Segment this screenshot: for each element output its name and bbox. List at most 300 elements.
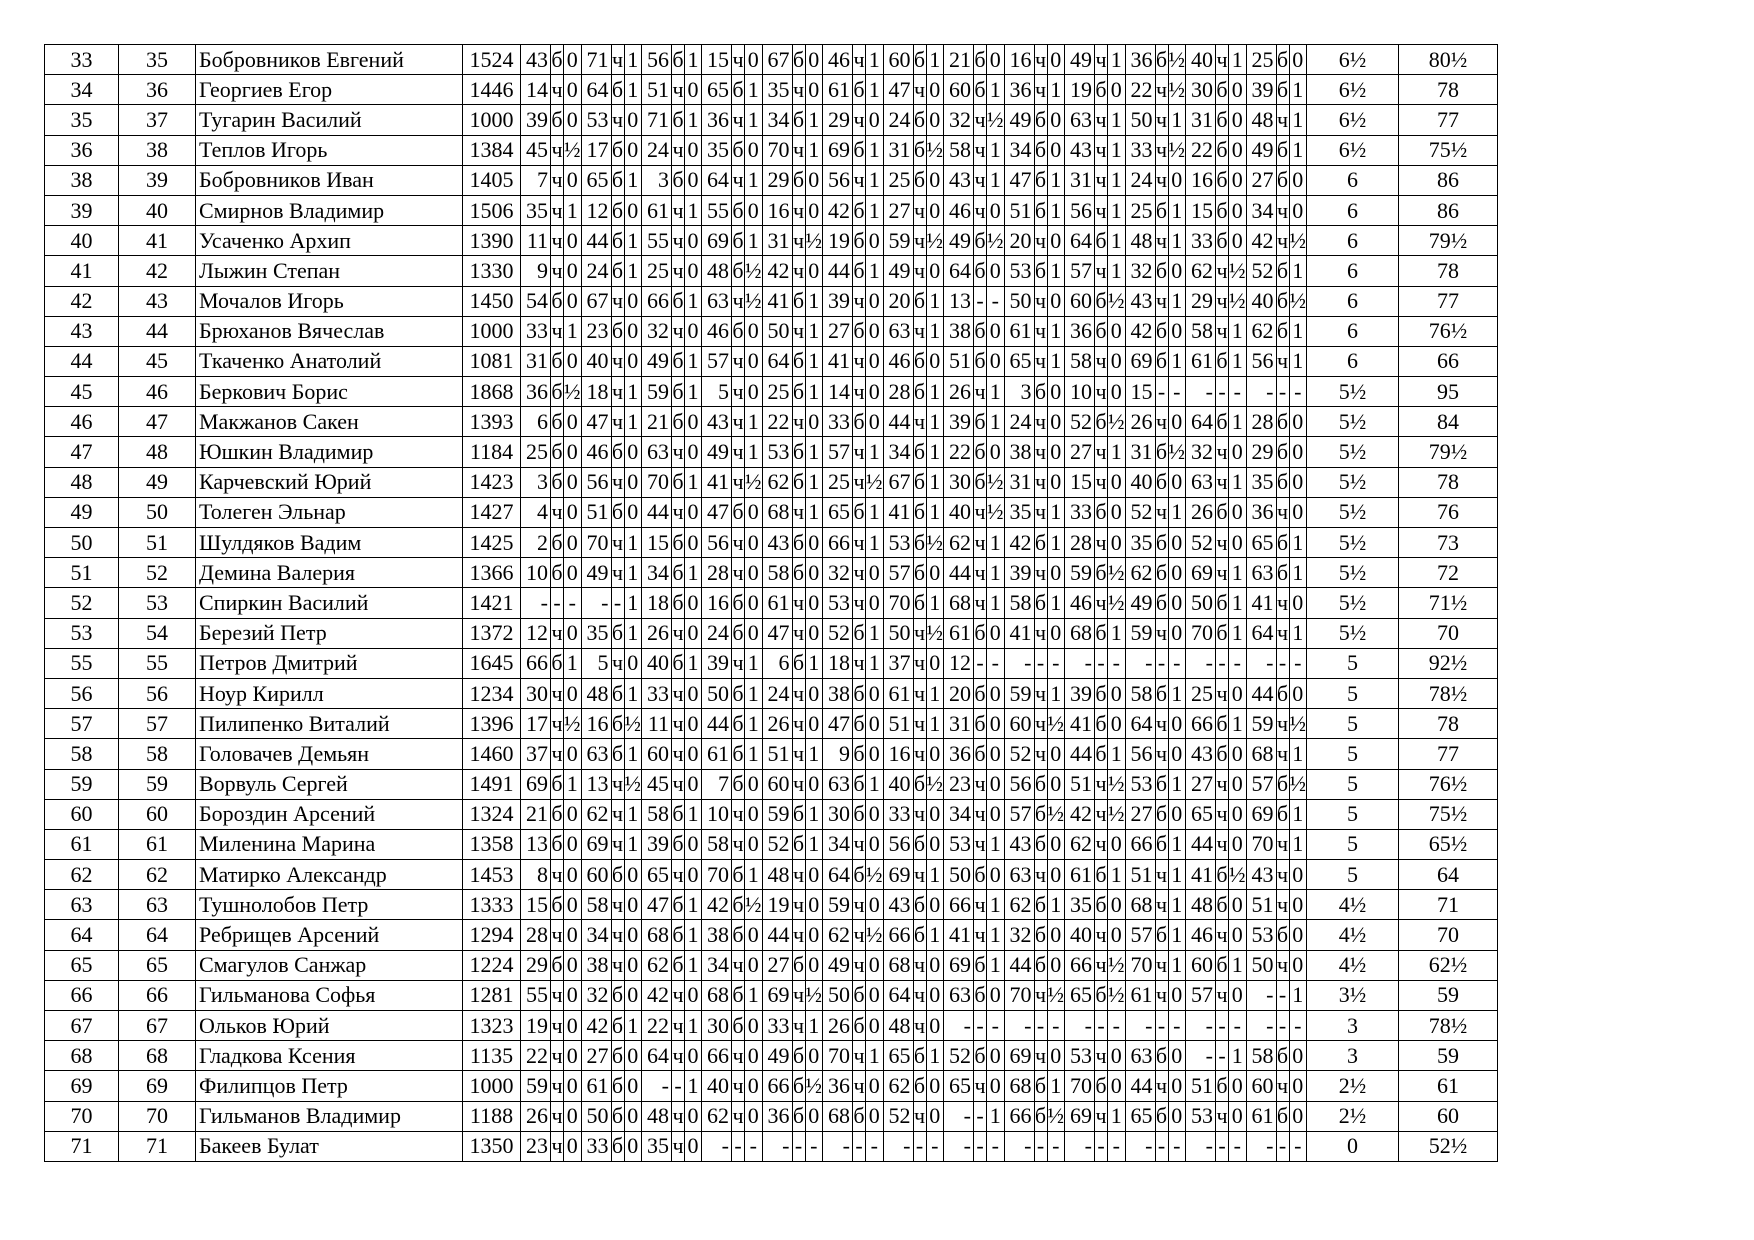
round-color-cell: ч [551, 195, 564, 225]
round-result-cell: 0 [564, 45, 582, 75]
place-cell: 58 [45, 739, 119, 769]
player-name-cell: Мочалов Игорь [196, 286, 463, 316]
round-color-cell: ч [792, 678, 805, 708]
round-color-cell: ч [853, 528, 866, 558]
round-opponent-cell: 52 [1186, 528, 1216, 558]
round-opponent-cell: 20 [1004, 226, 1034, 256]
round-opponent-cell: 51 [1186, 1071, 1216, 1101]
round-opponent-cell: 27 [762, 950, 792, 980]
rating-cell: 1425 [463, 528, 521, 558]
place-cell: 71 [45, 1131, 119, 1161]
round-opponent-cell: 49 [702, 437, 732, 467]
round-color-cell: б [732, 980, 745, 1010]
round-color-cell: б [974, 739, 987, 769]
round-opponent-cell: 4 [521, 497, 551, 527]
place-cell: 70 [45, 1101, 119, 1131]
round-color-cell: б [732, 920, 745, 950]
round-opponent-cell: 50 [581, 1101, 611, 1131]
start-number-cell: 69 [119, 1071, 196, 1101]
round-opponent-cell: 43 [883, 890, 913, 920]
round-result-cell: 0 [564, 739, 582, 769]
round-result-cell: 1 [987, 950, 1005, 980]
tiebreak-cell: 77 [1399, 286, 1498, 316]
rating-cell: 1396 [463, 709, 521, 739]
round-result-cell: 1 [805, 799, 823, 829]
round-result-cell: 0 [805, 709, 823, 739]
round-opponent-cell: 42 [762, 256, 792, 286]
round-opponent-cell: - [1065, 1131, 1095, 1161]
round-color-cell: ч [974, 799, 987, 829]
round-result-cell: 0 [1229, 195, 1247, 225]
place-cell: 57 [45, 709, 119, 739]
round-color-cell: б [1276, 316, 1289, 346]
round-result-cell: 0 [1229, 739, 1247, 769]
round-result-cell: 0 [624, 860, 642, 890]
round-result-cell: 1 [624, 829, 642, 859]
round-result-cell: 1 [987, 829, 1005, 859]
round-opponent-cell: 32 [944, 105, 974, 135]
round-result-cell: 0 [624, 437, 642, 467]
round-opponent-cell: 68 [823, 1101, 853, 1131]
round-color-cell: - [1095, 648, 1108, 678]
round-color-cell: б [551, 346, 564, 376]
round-result-cell: 1 [987, 135, 1005, 165]
round-result-cell: 0 [1047, 467, 1065, 497]
round-color-cell: б [1216, 346, 1229, 376]
round-color-cell: б [1155, 1101, 1168, 1131]
round-color-cell: - [974, 286, 987, 316]
round-opponent-cell: 53 [1004, 256, 1034, 286]
round-result-cell: 0 [624, 1041, 642, 1071]
round-result-cell: 1 [1047, 890, 1065, 920]
round-color-cell: б [1034, 799, 1047, 829]
round-opponent-cell: 48 [702, 256, 732, 286]
round-result-cell: 0 [745, 1101, 763, 1131]
round-result-cell: 1 [1229, 1041, 1247, 1071]
round-color-cell: б [913, 1041, 926, 1071]
round-result-cell: 0 [1229, 980, 1247, 1010]
round-color-cell: б [1276, 769, 1289, 799]
round-result-cell: 1 [805, 286, 823, 316]
place-cell: 51 [45, 558, 119, 588]
round-color-cell: ч [551, 75, 564, 105]
round-color-cell: - [974, 1101, 987, 1131]
round-color-cell: ч [1095, 588, 1108, 618]
round-opponent-cell: 62 [944, 528, 974, 558]
round-opponent-cell: 9 [521, 256, 551, 286]
round-opponent-cell: 25 [1125, 195, 1155, 225]
round-color-cell: ч [792, 920, 805, 950]
round-opponent-cell: 58 [1246, 1041, 1276, 1071]
player-name-cell: Усаченко Архип [196, 226, 463, 256]
round-color-cell: б [792, 45, 805, 75]
start-number-cell: 46 [119, 377, 196, 407]
round-color-cell: ч [732, 1071, 745, 1101]
round-color-cell: ч [792, 618, 805, 648]
round-result-cell: 0 [564, 1071, 582, 1101]
start-number-cell: 53 [119, 588, 196, 618]
round-result-cell: 1 [685, 195, 702, 225]
round-result-cell: 0 [805, 920, 823, 950]
round-result-cell: 1 [805, 739, 823, 769]
round-color-cell: ч [1095, 1041, 1108, 1071]
round-color-cell: - [1276, 1131, 1289, 1161]
round-result-cell: 0 [926, 558, 944, 588]
round-color-cell: б [551, 286, 564, 316]
tiebreak-cell: 78 [1399, 256, 1498, 286]
round-result-cell: 0 [866, 377, 884, 407]
round-result-cell: 0 [745, 558, 763, 588]
round-result-cell: 0 [1168, 588, 1186, 618]
round-color-cell: б [551, 558, 564, 588]
round-opponent-cell: 31 [1186, 105, 1216, 135]
round-result-cell: 0 [926, 256, 944, 286]
points-cell: 3 [1307, 1011, 1399, 1041]
round-color-cell: б [551, 890, 564, 920]
points-cell: 3½ [1307, 980, 1399, 1010]
round-result-cell: 1 [624, 1011, 642, 1041]
round-result-cell: - [1289, 1131, 1307, 1161]
round-color-cell: ч [1095, 920, 1108, 950]
round-opponent-cell: 27 [823, 316, 853, 346]
round-opponent-cell: 26 [642, 618, 672, 648]
round-opponent-cell: 66 [642, 286, 672, 316]
round-result-cell: 0 [564, 920, 582, 950]
round-color-cell: б [1155, 829, 1168, 859]
round-result-cell: ½ [926, 135, 944, 165]
round-opponent-cell: 49 [1065, 45, 1095, 75]
round-result-cell: ½ [1108, 950, 1126, 980]
round-opponent-cell: 15 [521, 890, 551, 920]
round-result-cell: 0 [866, 1011, 884, 1041]
round-opponent-cell: 65 [1004, 346, 1034, 376]
points-cell: 5 [1307, 860, 1399, 890]
round-opponent-cell: 25 [521, 437, 551, 467]
points-cell: 6 [1307, 165, 1399, 195]
round-color-cell: ч [672, 75, 685, 105]
round-result-cell: 1 [624, 407, 642, 437]
round-result-cell: 0 [987, 860, 1005, 890]
round-result-cell: - [1229, 1011, 1247, 1041]
table-row [45, 588, 1498, 618]
round-result-cell: 0 [805, 195, 823, 225]
round-result-cell: 1 [1047, 316, 1065, 346]
round-color-cell: ч [913, 950, 926, 980]
round-result-cell: 0 [1108, 497, 1126, 527]
round-result-cell: 0 [926, 75, 944, 105]
start-number-cell: 57 [119, 709, 196, 739]
round-color-cell: б [913, 165, 926, 195]
round-opponent-cell: 19 [823, 226, 853, 256]
round-color-cell: б [1276, 558, 1289, 588]
round-opponent-cell: 61 [762, 588, 792, 618]
round-result-cell: 0 [624, 950, 642, 980]
round-result-cell: 0 [624, 135, 642, 165]
rating-cell: 1330 [463, 256, 521, 286]
round-opponent-cell: 64 [823, 860, 853, 890]
round-opponent-cell: 26 [1125, 407, 1155, 437]
table-row [45, 437, 1498, 467]
round-opponent-cell: - [1004, 1131, 1034, 1161]
round-opponent-cell: 25 [642, 256, 672, 286]
round-opponent-cell: 46 [944, 195, 974, 225]
rating-cell: 1224 [463, 950, 521, 980]
round-color-cell: ч [672, 256, 685, 286]
round-color-cell: - [611, 588, 624, 618]
round-result-cell: 0 [564, 1101, 582, 1131]
round-opponent-cell: 61 [1004, 316, 1034, 346]
round-color-cell: б [611, 1131, 624, 1161]
round-result-cell: ½ [987, 105, 1005, 135]
round-color-cell: б [551, 105, 564, 135]
round-result-cell: 0 [564, 558, 582, 588]
round-color-cell: ч [853, 890, 866, 920]
round-color-cell: б [792, 467, 805, 497]
place-cell: 42 [45, 286, 119, 316]
round-color-cell: ч [913, 648, 926, 678]
round-opponent-cell: 25 [883, 165, 913, 195]
points-cell: 5½ [1307, 618, 1399, 648]
round-result-cell: 1 [805, 467, 823, 497]
round-color-cell: б [551, 407, 564, 437]
round-result-cell: 1 [1047, 678, 1065, 708]
round-color-cell: ч [732, 528, 745, 558]
round-color-cell: б [1095, 316, 1108, 346]
round-color-cell: б [1216, 739, 1229, 769]
tiebreak-cell: 71½ [1399, 588, 1498, 618]
round-opponent-cell: 62 [1246, 316, 1276, 346]
round-opponent-cell: - [1186, 648, 1216, 678]
round-color-cell: ч [732, 1041, 745, 1071]
round-color-cell: б [1276, 678, 1289, 708]
round-result-cell: ½ [1168, 135, 1186, 165]
round-result-cell: 1 [926, 860, 944, 890]
round-color-cell: б [611, 1101, 624, 1131]
round-result-cell: 1 [624, 528, 642, 558]
round-color-cell: ч [853, 588, 866, 618]
round-color-cell: ч [1216, 528, 1229, 558]
round-result-cell: ½ [1229, 860, 1247, 890]
round-color-cell: ч [1276, 860, 1289, 890]
round-color-cell: ч [551, 618, 564, 648]
round-opponent-cell: 56 [702, 528, 732, 558]
round-opponent-cell: 63 [1065, 105, 1095, 135]
round-opponent-cell: 37 [521, 739, 551, 769]
round-color-cell: б [1034, 769, 1047, 799]
round-opponent-cell: 31 [1125, 437, 1155, 467]
round-result-cell: - [1108, 648, 1126, 678]
round-result-cell: - [1168, 1011, 1186, 1041]
start-number-cell: 60 [119, 799, 196, 829]
round-opponent-cell: 33 [762, 1011, 792, 1041]
round-opponent-cell: 69 [1065, 1101, 1095, 1131]
round-result-cell: 0 [1047, 618, 1065, 648]
round-result-cell: - [866, 1131, 884, 1161]
round-opponent-cell: 36 [521, 377, 551, 407]
round-color-cell: б [1095, 890, 1108, 920]
round-result-cell: 0 [1289, 950, 1307, 980]
round-result-cell: ½ [1229, 286, 1247, 316]
round-result-cell: 0 [866, 799, 884, 829]
round-opponent-cell: 61 [702, 739, 732, 769]
tiebreak-cell: 64 [1399, 860, 1498, 890]
round-color-cell: б [672, 45, 685, 75]
round-color-cell: б [732, 316, 745, 346]
round-opponent-cell: 36 [1125, 45, 1155, 75]
round-opponent-cell: 56 [823, 165, 853, 195]
round-color-cell: б [1276, 437, 1289, 467]
round-opponent-cell: 35 [1246, 467, 1276, 497]
round-opponent-cell: 35 [642, 1131, 672, 1161]
round-opponent-cell: 62 [642, 950, 672, 980]
points-cell: 3 [1307, 1041, 1399, 1071]
round-color-cell: б [913, 45, 926, 75]
round-color-cell: ч [611, 648, 624, 678]
round-result-cell: 0 [1229, 437, 1247, 467]
round-result-cell: 0 [1108, 1041, 1126, 1071]
round-result-cell: 0 [1289, 165, 1307, 195]
points-cell: 6 [1307, 226, 1399, 256]
round-color-cell: ч [913, 709, 926, 739]
round-color-cell: б [792, 1101, 805, 1131]
tiebreak-cell: 75½ [1399, 135, 1498, 165]
round-color-cell: б [974, 346, 987, 376]
tiebreak-cell: 66 [1399, 346, 1498, 376]
round-color-cell: ч [611, 769, 624, 799]
round-result-cell: ½ [926, 226, 944, 256]
round-opponent-cell: 17 [521, 709, 551, 739]
round-result-cell: 0 [987, 709, 1005, 739]
place-cell: 36 [45, 135, 119, 165]
round-color-cell: ч [792, 195, 805, 225]
round-color-cell: ч [1095, 1101, 1108, 1131]
table-row [45, 890, 1498, 920]
round-result-cell: 0 [745, 1071, 763, 1101]
round-color-cell: ч [1034, 709, 1047, 739]
round-color-cell: - [1276, 1011, 1289, 1041]
table-row [45, 45, 1498, 75]
round-opponent-cell: 52 [1246, 256, 1276, 286]
round-color-cell: ч [1155, 226, 1168, 256]
round-color-cell: ч [732, 377, 745, 407]
round-opponent-cell: 63 [702, 286, 732, 316]
round-opponent-cell: 61 [581, 1071, 611, 1101]
place-cell: 47 [45, 437, 119, 467]
round-color-cell: - [1216, 1011, 1229, 1041]
player-name-cell: Смирнов Владимир [196, 195, 463, 225]
round-opponent-cell: 68 [883, 950, 913, 980]
round-opponent-cell: 66 [762, 1071, 792, 1101]
round-opponent-cell: 68 [1004, 1071, 1034, 1101]
round-color-cell: - [672, 1071, 685, 1101]
round-color-cell: ч [1095, 950, 1108, 980]
round-opponent-cell: 51 [1125, 860, 1155, 890]
round-result-cell: 1 [926, 286, 944, 316]
place-cell: 60 [45, 799, 119, 829]
player-name-cell: Беркович Борис [196, 377, 463, 407]
round-opponent-cell: 19 [762, 890, 792, 920]
round-opponent-cell: 42 [823, 195, 853, 225]
round-opponent-cell: 24 [702, 618, 732, 648]
round-opponent-cell: 36 [702, 105, 732, 135]
round-opponent-cell: 36 [762, 1101, 792, 1131]
place-cell: 35 [45, 105, 119, 135]
round-color-cell: ч [1276, 618, 1289, 648]
round-result-cell: 0 [987, 195, 1005, 225]
round-result-cell: 1 [685, 920, 702, 950]
start-number-cell: 45 [119, 346, 196, 376]
round-opponent-cell: 70 [1246, 829, 1276, 859]
round-result-cell: ½ [1168, 45, 1186, 75]
round-opponent-cell: 62 [1065, 829, 1095, 859]
round-opponent-cell: 70 [1004, 980, 1034, 1010]
round-result-cell: 1 [564, 769, 582, 799]
round-opponent-cell: 48 [1186, 890, 1216, 920]
round-color-cell: ч [974, 528, 987, 558]
round-opponent-cell: 51 [762, 739, 792, 769]
round-opponent-cell: 11 [521, 226, 551, 256]
points-cell: 4½ [1307, 950, 1399, 980]
round-result-cell: 0 [926, 195, 944, 225]
round-result-cell: 0 [1289, 890, 1307, 920]
round-result-cell: 0 [745, 45, 763, 75]
round-result-cell: 0 [685, 678, 702, 708]
round-opponent-cell: 22 [521, 1041, 551, 1071]
round-result-cell: 0 [1168, 316, 1186, 346]
round-result-cell: 0 [564, 165, 582, 195]
round-opponent-cell: 16 [762, 195, 792, 225]
points-cell: 5½ [1307, 377, 1399, 407]
round-result-cell: 1 [987, 75, 1005, 105]
round-result-cell: 0 [745, 377, 763, 407]
round-opponent-cell: 18 [642, 588, 672, 618]
round-color-cell: б [974, 256, 987, 286]
round-color-cell: б [1095, 980, 1108, 1010]
points-cell: 6½ [1307, 75, 1399, 105]
table-row [45, 1101, 1498, 1131]
round-opponent-cell: 24 [762, 678, 792, 708]
tiebreak-cell: 62½ [1399, 950, 1498, 980]
table-row [45, 105, 1498, 135]
table-row [45, 497, 1498, 527]
round-opponent-cell: 41 [823, 346, 853, 376]
round-result-cell: 1 [866, 1041, 884, 1071]
round-opponent-cell: - [521, 588, 551, 618]
round-result-cell: 0 [1168, 709, 1186, 739]
round-opponent-cell: 65 [1186, 799, 1216, 829]
round-opponent-cell: 24 [642, 135, 672, 165]
place-cell: 53 [45, 618, 119, 648]
round-result-cell: 0 [564, 799, 582, 829]
player-name-cell: Шулдяков Вадим [196, 528, 463, 558]
round-opponent-cell: 44 [642, 497, 672, 527]
round-color-cell: ч [974, 890, 987, 920]
round-opponent-cell: 70 [1065, 1071, 1095, 1101]
round-opponent-cell: 51 [944, 346, 974, 376]
round-result-cell: 1 [1047, 588, 1065, 618]
round-opponent-cell: - [944, 1131, 974, 1161]
round-opponent-cell: 31 [1065, 165, 1095, 195]
round-color-cell: ч [732, 105, 745, 135]
rating-cell: 1323 [463, 1011, 521, 1041]
round-color-cell: ч [913, 980, 926, 1010]
round-color-cell: б [792, 648, 805, 678]
round-result-cell: 0 [745, 346, 763, 376]
round-result-cell: ½ [624, 769, 642, 799]
round-color-cell: ч [1095, 799, 1108, 829]
start-number-cell: 59 [119, 769, 196, 799]
round-result-cell: 0 [805, 678, 823, 708]
